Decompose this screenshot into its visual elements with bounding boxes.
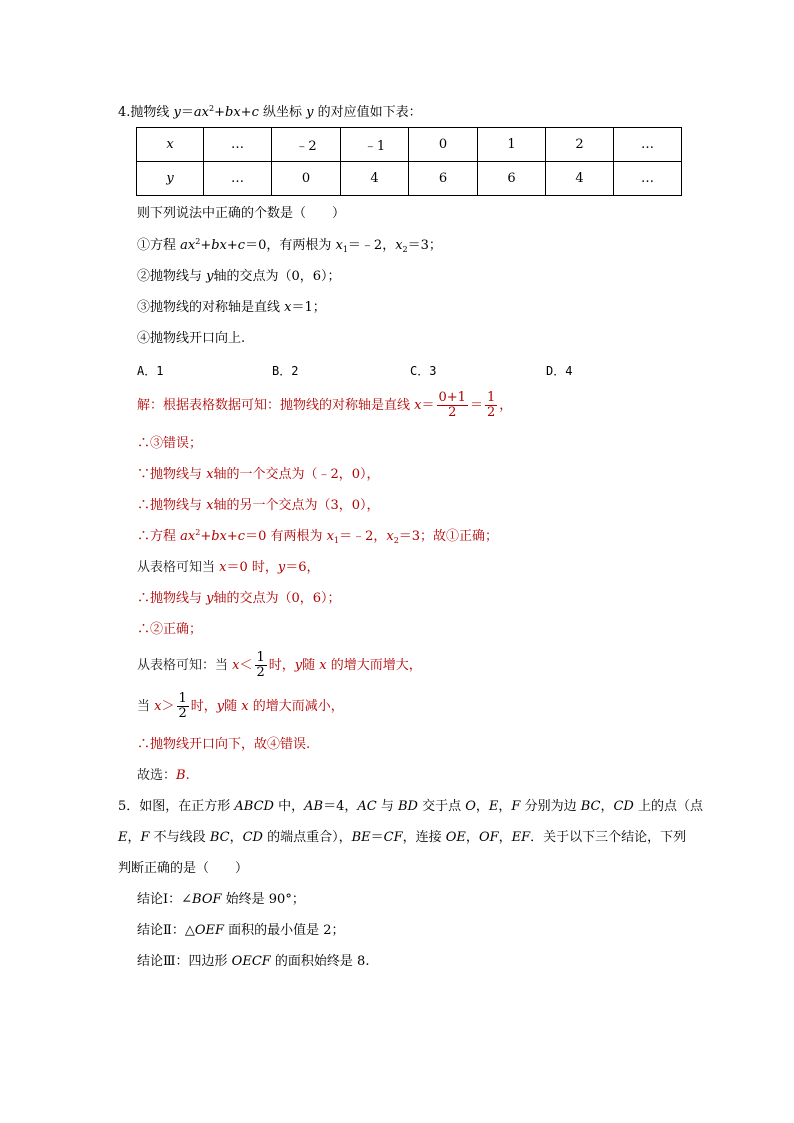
conclusion-1: 结论Ⅰ：∠BOF 始终是 90°； <box>137 892 305 907</box>
q4-stem: 4.抛物线 $y=ax^2+bx+c$ 纵坐标 y 的对应值如下表： <box>118 104 422 120</box>
solution-line-9: 从表格可知：当 x＜ $\frac{1}{2}$ 时，y随 x 的增大而增大， <box>137 650 422 680</box>
solution-line-2: ∴③错误； <box>137 436 203 451</box>
q5-line-3: 判断正确的是（ ） <box>118 861 249 876</box>
choice-a: A．1 <box>137 364 164 378</box>
solution-line-1: 解：根据表格数据可知：抛物线的对称轴是直线 x＝ $\frac{0+1}{2}$ ＝ $\frac{1}{2}$ ， <box>137 390 513 420</box>
solution-line-8: ∴②正确； <box>137 622 203 637</box>
choice-c: C．3 <box>410 364 437 378</box>
solution-line-6: 从表格可知当 x＝0 时，y＝6， <box>137 560 320 575</box>
table-cell: ﹣1 <box>341 128 409 162</box>
table-cell: 0 <box>272 162 341 196</box>
table-row <box>137 162 682 196</box>
q5-line-1: 5．如图，在正方形 ABCD 中，AB＝4，AC 与 BD 交于点 O，E，F 分别为边 BC，CD 上的点（点 <box>118 799 703 814</box>
solution-answer: 故选：B. <box>137 768 190 783</box>
table-cell: ﹣2 <box>272 128 341 162</box>
solution-line-4: ∴抛物线与 x轴的另一个交点为（3，0）， <box>137 498 380 513</box>
fraction: $\frac{0+1}{2}$ <box>438 390 466 420</box>
solution-line-11: ∴抛物线开口向下，故④错误. <box>137 737 311 752</box>
fraction: $\frac{1}{2}$ <box>178 691 187 721</box>
statement-4: ④抛物线开口向上. <box>137 331 246 346</box>
table-cell: y <box>137 162 204 196</box>
statement-2: ②抛物线与 y轴的交点为（0，6）； <box>137 269 341 284</box>
table-cell: … <box>204 128 272 162</box>
q4-question: 则下列说法中正确的个数是（ ） <box>137 206 346 221</box>
conclusion-3: 结论Ⅲ：四边形 OECF 的面积始终是 8. <box>137 954 370 969</box>
solution-line-5: ∴方程 $ax^2+bx+c=0$ 有两根为 $x_1=﹣2$，$x_2=3$；故①正确； <box>137 528 499 545</box>
table-cell: 1 <box>478 128 546 162</box>
table-row <box>137 128 682 162</box>
table-cell: … <box>204 162 272 196</box>
statement-1: ①方程 $ax^2+bx+c=0$，有两根为 $x_1=﹣2$，$x_2=3$； <box>137 237 442 254</box>
statement-3: ③抛物线的对称轴是直线 x＝1； <box>137 300 326 315</box>
table-cell: 6 <box>478 162 546 196</box>
conclusion-2: 结论Ⅱ：△OEF 面积的最小值是 2； <box>137 923 345 938</box>
table-cell: 4 <box>546 162 614 196</box>
table-cell: … <box>614 162 682 196</box>
table-cell: x <box>137 128 204 162</box>
fraction: $\frac{1}{2}$ <box>256 650 265 680</box>
table-cell: 4 <box>341 162 409 196</box>
q4-number: 4. <box>118 105 131 120</box>
solution-line-10: 当 x＞ $\frac{1}{2}$ 时，y随 x 的增大而减小， <box>137 691 344 721</box>
value-table <box>136 127 682 196</box>
table-cell: 2 <box>546 128 614 162</box>
table-cell: 6 <box>409 162 478 196</box>
fraction: $\frac{1}{2}$ <box>486 390 496 420</box>
q5-line-2: E，F 不与线段 BC，CD 的端点重合），BE＝CF，连接 OE，OF，EF．关于以下三个结论，下列 <box>118 830 687 845</box>
table-cell: … <box>614 128 682 162</box>
solution-line-3: ∵抛物线与 x轴的一个交点为（﹣2，0）， <box>137 467 380 482</box>
choice-d: D．4 <box>546 364 573 378</box>
table-cell: 0 <box>409 128 478 162</box>
solution-line-7: ∴抛物线与 y轴的交点为（0，6）； <box>137 591 341 606</box>
choice-b: B．2 <box>272 364 299 378</box>
